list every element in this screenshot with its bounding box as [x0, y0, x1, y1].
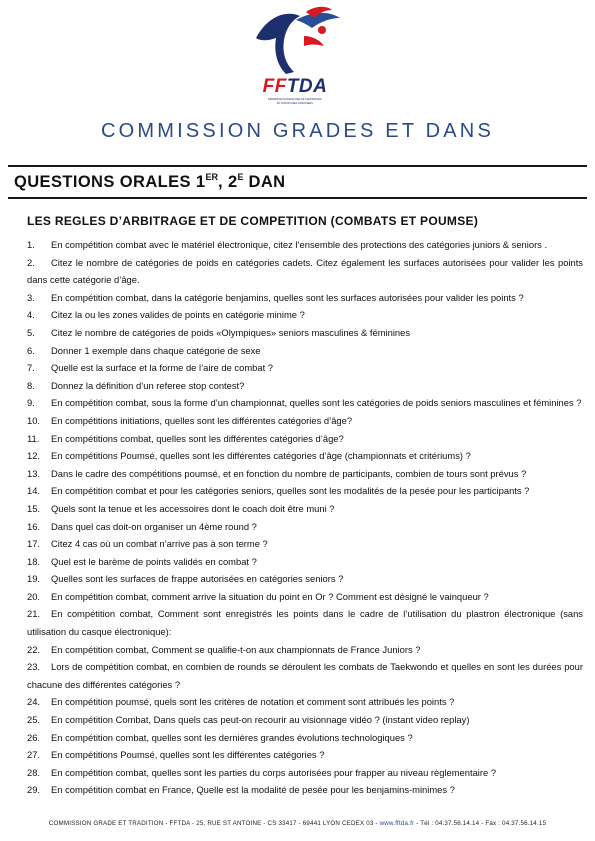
footer-address: COMMISSION GRADE ET TRADITION - FFTDA - 25, RUE ST ANTOINE - CS 33417 - 69441 LYON CEDEX 03 - [48, 820, 380, 827]
question-item [27, 711, 583, 729]
question-text: Citez 4 cas où un combat n’arrive pas à son terme ? [51, 538, 268, 550]
fighter-red-arm [304, 36, 324, 46]
questions-title-end: DAN [243, 173, 286, 191]
top-divider [8, 165, 587, 167]
question-item [27, 430, 583, 448]
question-text: En compétition combat, comment arrive la situation du point en Or ? Comment est désigné le vainqueur ? [51, 590, 489, 602]
question-item [27, 605, 583, 640]
question-number: 12. [27, 450, 41, 462]
footer-contact: - Tél : 04.37.56.14.14 - Fax : 04.37.56.14.15 [414, 820, 547, 827]
question-text: En compétitions initiations, quelles sont les différentes catégories d’âge? [51, 414, 353, 426]
question-number: 13. [27, 467, 41, 479]
question-item [27, 764, 583, 782]
question-text: En compétitions Poumsé, quelles sont les différentes catégories ? [51, 749, 325, 761]
question-number: 26. [27, 731, 41, 743]
fftda-logo [246, 6, 344, 110]
question-item [27, 447, 583, 465]
question-item [27, 570, 583, 588]
superscript-e: E [237, 172, 244, 182]
commission-title: COMMISSION GRADES ET DANS [100, 120, 494, 142]
question-item [27, 394, 583, 412]
logo-org-line-2: ET DISCIPLINES ASSOCIÉES [277, 102, 313, 105]
question-number: 9. [27, 397, 35, 409]
question-number: 28. [27, 766, 41, 778]
bottom-divider [8, 197, 587, 199]
question-text: Dans quel cas doit-on organiser un 4ème round ? [51, 520, 257, 532]
question-item [27, 553, 583, 571]
question-item [27, 500, 583, 518]
footer-website-link[interactable]: www.fftda.fr [379, 820, 415, 827]
question-text: Quelle est la surface et la forme de l’aire de combat ? [51, 362, 273, 374]
question-text: Quel est le barème de points validés en combat ? [51, 555, 257, 567]
question-item [27, 289, 583, 307]
question-number: 8. [27, 379, 35, 391]
superscript-er: ER [205, 172, 218, 182]
question-item [27, 254, 583, 289]
fighter-blue-body [256, 14, 300, 74]
question-text: En compétition poumsé, quels sont les critères de notation et comment sont attribués les points ? [51, 696, 455, 708]
question-text: En compétition combat avec le matériel électronique, citez l’ensemble des protections des catégories juniors & seniors . [51, 239, 548, 250]
question-item [27, 412, 583, 430]
question-text: En compétition combat, quelles sont les dernières grandes évolutions technologiques ? [51, 731, 413, 743]
question-number: 3. [27, 291, 35, 303]
questions-title [14, 172, 286, 192]
question-text: Donner 1 exemple dans chaque catégorie de sexe [51, 344, 261, 356]
question-text: En compétition combat, Comment sont enregistrés les points dans le cadre de l’utilisation du plastron électronique (sans utilisation du casque électronique): [27, 608, 583, 638]
question-item [27, 781, 583, 799]
question-item [27, 729, 583, 747]
question-number: 27. [27, 749, 41, 761]
question-list [27, 236, 583, 799]
question-number: 11. [27, 432, 40, 444]
question-item [27, 482, 583, 500]
question-text: Dans le cadre des compétitions poumsé, et en fonction du nombre de participants, combien de tours sont prévus ? [51, 467, 527, 479]
question-item [27, 359, 583, 377]
question-text: En compétitions Poumsé, quelles sont les différentes catégories d’âge (championnats et critériums) ? [51, 450, 471, 462]
question-item [27, 342, 583, 360]
question-number: 6. [27, 344, 35, 356]
question-item [27, 465, 583, 483]
question-number: 24. [27, 696, 41, 708]
question-item [27, 518, 583, 536]
question-number: 14. [27, 485, 41, 497]
question-number: 29. [27, 784, 41, 796]
question-text: En compétitions combat, quelles sont les différentes catégories d’âge? [51, 432, 344, 444]
question-text: En compétition combat en France, Quelle est la modalité de pesée pour les benjamins-minimes ? [51, 784, 455, 796]
question-number: 17. [27, 538, 41, 550]
question-number: 21. [27, 608, 41, 620]
questions-title-main: QUESTIONS ORALES 1 [14, 173, 206, 191]
question-number: 1. [27, 239, 35, 250]
logo-org-line-1: FÉDÉRATION FRANÇAISE DE TAEKWONDO [268, 98, 322, 101]
question-text: En compétition Combat, Dans quels cas peut-on recourir au visionnage vidéo ? (instant video replay) [51, 714, 470, 726]
question-text: Donnez la définition d’un referee stop contest? [51, 379, 245, 391]
question-text: Quels sont la tenue et les accessoires dont le coach doit être muni ? [51, 502, 335, 514]
fftda-wordmark [263, 76, 328, 97]
question-text: En compétition combat, Comment se qualifie-t-on aux championnats de France Juniors ? [51, 643, 421, 655]
question-item [27, 641, 583, 659]
fighter-red-head [318, 26, 326, 34]
question-item [27, 236, 583, 254]
question-item [27, 377, 583, 395]
question-number: 10. [27, 414, 41, 426]
question-item [27, 324, 583, 342]
question-item [27, 306, 583, 324]
question-text: Citez la ou les zones valides de points en catégorie minime ? [51, 309, 305, 321]
question-number: 15. [27, 502, 41, 514]
questions-title-mid: , 2 [218, 173, 238, 191]
question-number: 7. [27, 362, 35, 374]
question-number: 2. [27, 256, 35, 268]
question-text: En compétition combat, quelles sont les parties du corps autorisées pour frapper au niveau règlementaire ? [51, 766, 497, 778]
question-text: Citez le nombre de catégories de poids en catégories cadets. Citez également les surfaces autorisées pour valider les points dans cette catégorie d’âge. [27, 256, 583, 286]
question-number: 23. [27, 661, 41, 673]
fighter-blue-leg [296, 13, 340, 28]
question-number: 20. [27, 590, 41, 602]
svg-text:FFTDA: FFTDA [262, 76, 328, 97]
question-number: 4. [27, 309, 35, 321]
question-item [27, 693, 583, 711]
question-number: 19. [27, 573, 41, 585]
question-text: En compétition combat et pour les catégories seniors, quelles sont les modalités de la pesée pour les participants ? [51, 485, 530, 497]
question-number: 16. [27, 520, 41, 532]
question-text: Lors de compétition combat, en combien de rounds se déroulent les combats de Taekwondo et quelles en sont les durées pour chacune des différentes catégories ? [27, 661, 583, 690]
question-text: Citez le nombre de catégories de poids «Olympiques» seniors masculines & féminines [51, 326, 411, 338]
page-footer [0, 820, 595, 827]
question-number: 22. [27, 643, 41, 655]
question-number: 5. [27, 326, 35, 338]
question-number: 25. [27, 714, 41, 726]
question-item [27, 746, 583, 764]
question-text: En compétition combat, dans la catégorie benjamins, quelles sont les surfaces autorisées pour valider les points ? [51, 291, 524, 303]
section-title: LES REGLES D’ARBITRAGE ET DE COMPETITION (COMBATS ET POUMSE) [27, 214, 479, 228]
question-text: Quelles sont les surfaces de frappe autorisées en catégories seniors ? [51, 573, 344, 585]
question-item [27, 535, 583, 553]
question-item [27, 588, 583, 606]
question-text: En compétition combat, sous la forme d’un championnat, quelles sont les catégories de poids seniors masculines et féminines ? [51, 397, 582, 409]
question-item [27, 658, 583, 693]
question-number: 18. [27, 555, 41, 567]
